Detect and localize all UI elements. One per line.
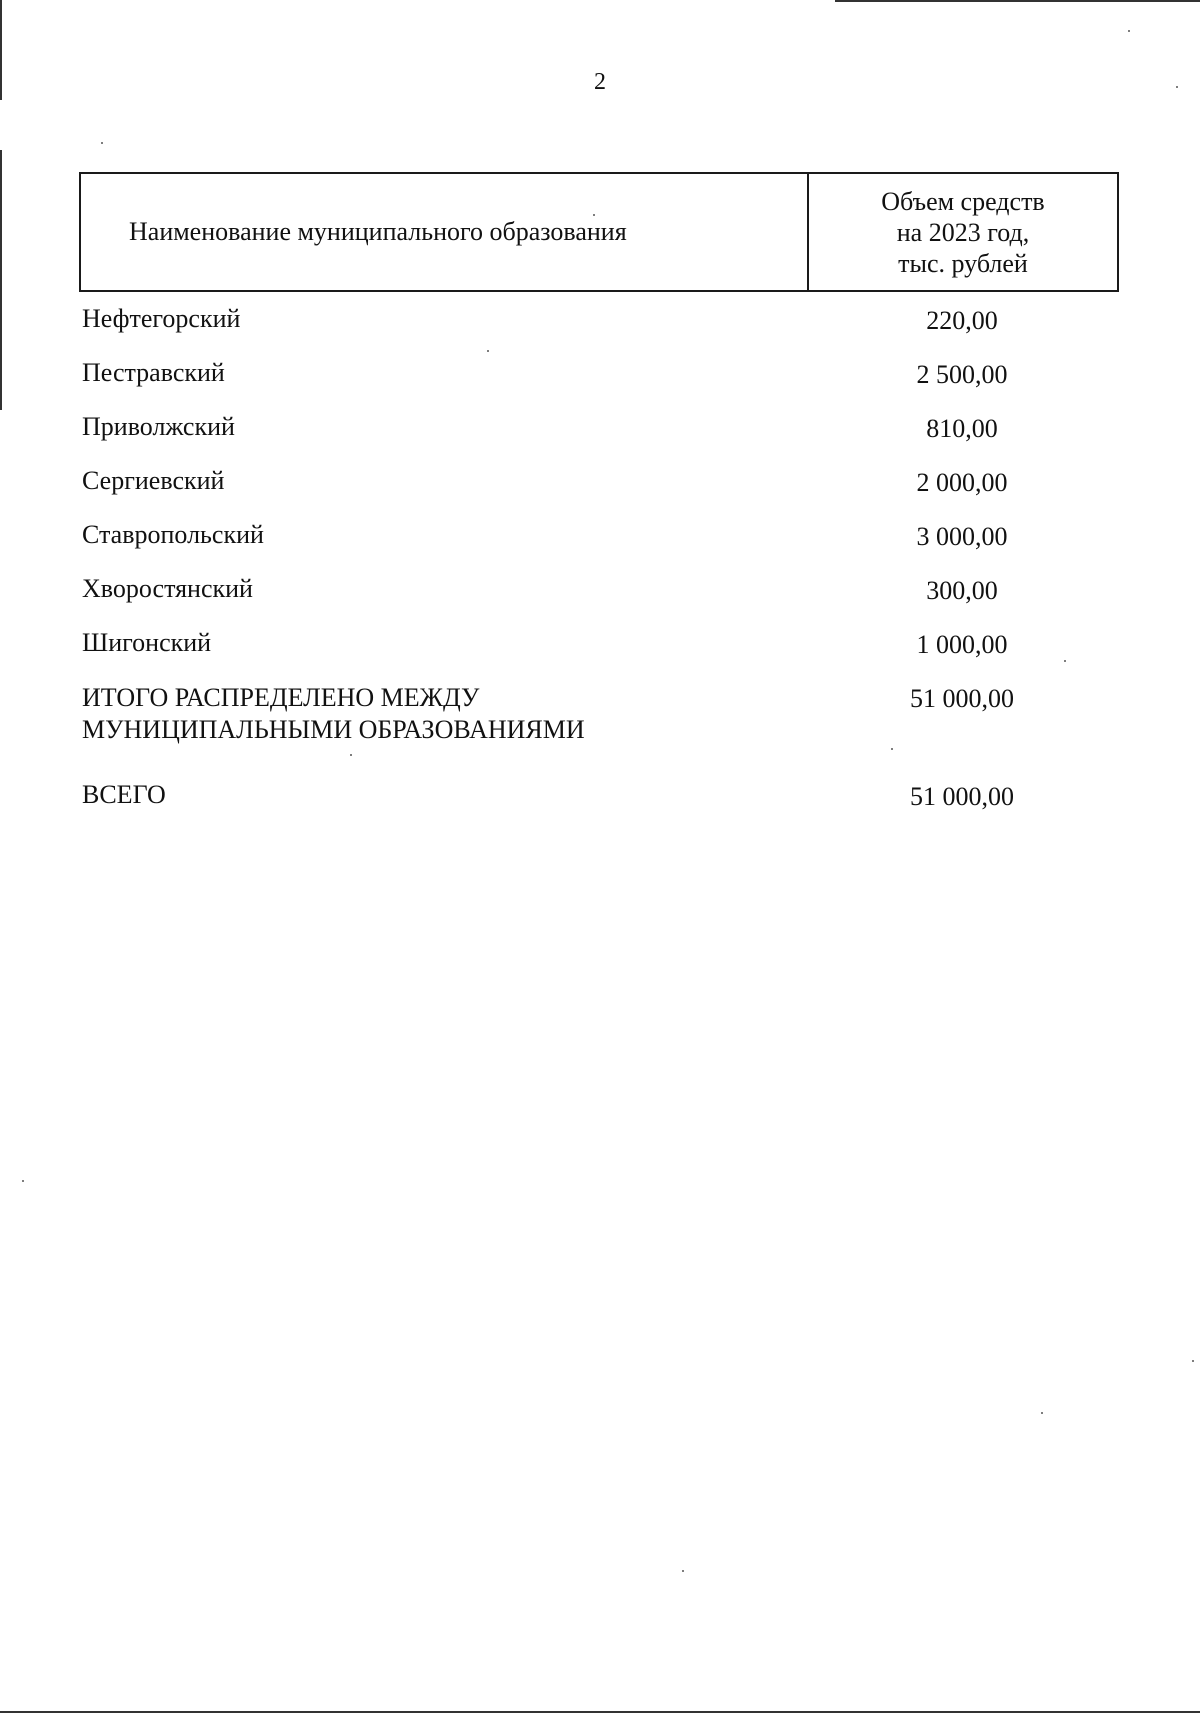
header-name-column: Наименование муниципального образования — [81, 174, 809, 290]
row-name: Хворостянский — [82, 574, 253, 603]
row-name: Пестравский — [82, 358, 225, 387]
row-name: Нефтегорский — [82, 304, 241, 333]
grand-total-value: 51 000,00 — [910, 782, 1014, 811]
row-name: Сергиевский — [82, 466, 225, 495]
header-volume-line: Объем средств — [881, 186, 1045, 216]
scan-edge-bottom — [0, 1711, 1200, 1713]
grand-total-label: ВСЕГО — [82, 780, 166, 809]
row-name: Шигонский — [82, 628, 212, 657]
row-value: 3 000,00 — [916, 522, 1008, 551]
scan-edge-left-mid — [0, 150, 2, 410]
scan-speck — [682, 1570, 684, 1572]
total-distributed-label — [82, 682, 585, 746]
scan-speck — [101, 142, 103, 144]
total-label-line: ИТОГО РАСПРЕДЕЛЕНО МЕЖДУ — [82, 683, 480, 712]
table-row — [82, 304, 1122, 358]
header-volume-column — [809, 174, 1117, 290]
table-header — [79, 172, 1119, 292]
header-volume-line: тыс. рублей — [898, 248, 1028, 278]
table-row — [82, 358, 1122, 412]
table-row — [82, 520, 1122, 574]
row-value: 810,00 — [926, 414, 998, 443]
page-number: 2 — [594, 69, 606, 95]
table-row — [82, 412, 1122, 466]
total-label-line: МУНИЦИПАЛЬНЫМИ ОБРАЗОВАНИЯМИ — [82, 715, 585, 744]
row-name: Ставропольский — [82, 520, 264, 549]
scan-speck — [22, 1180, 24, 1182]
grand-total-row — [82, 780, 1122, 834]
row-value: 1 000,00 — [916, 630, 1008, 659]
row-value: 220,00 — [926, 306, 998, 335]
total-distributed-value: 51 000,00 — [910, 684, 1014, 713]
scan-speck — [1192, 1360, 1194, 1362]
row-value: 300,00 — [926, 576, 998, 605]
scan-edge-top-right — [835, 0, 1200, 2]
row-value: 2 000,00 — [916, 468, 1008, 497]
total-distributed-row — [82, 682, 1122, 780]
header-volume-line: на 2023 год, — [896, 217, 1030, 247]
table-row — [82, 628, 1122, 682]
scan-speck — [1041, 1412, 1043, 1414]
row-name: Приволжский — [82, 412, 235, 441]
table-body — [82, 304, 1122, 834]
scan-speck — [1128, 30, 1130, 32]
table-row — [82, 574, 1122, 628]
table-row — [82, 466, 1122, 520]
row-value: 2 500,00 — [916, 360, 1008, 389]
